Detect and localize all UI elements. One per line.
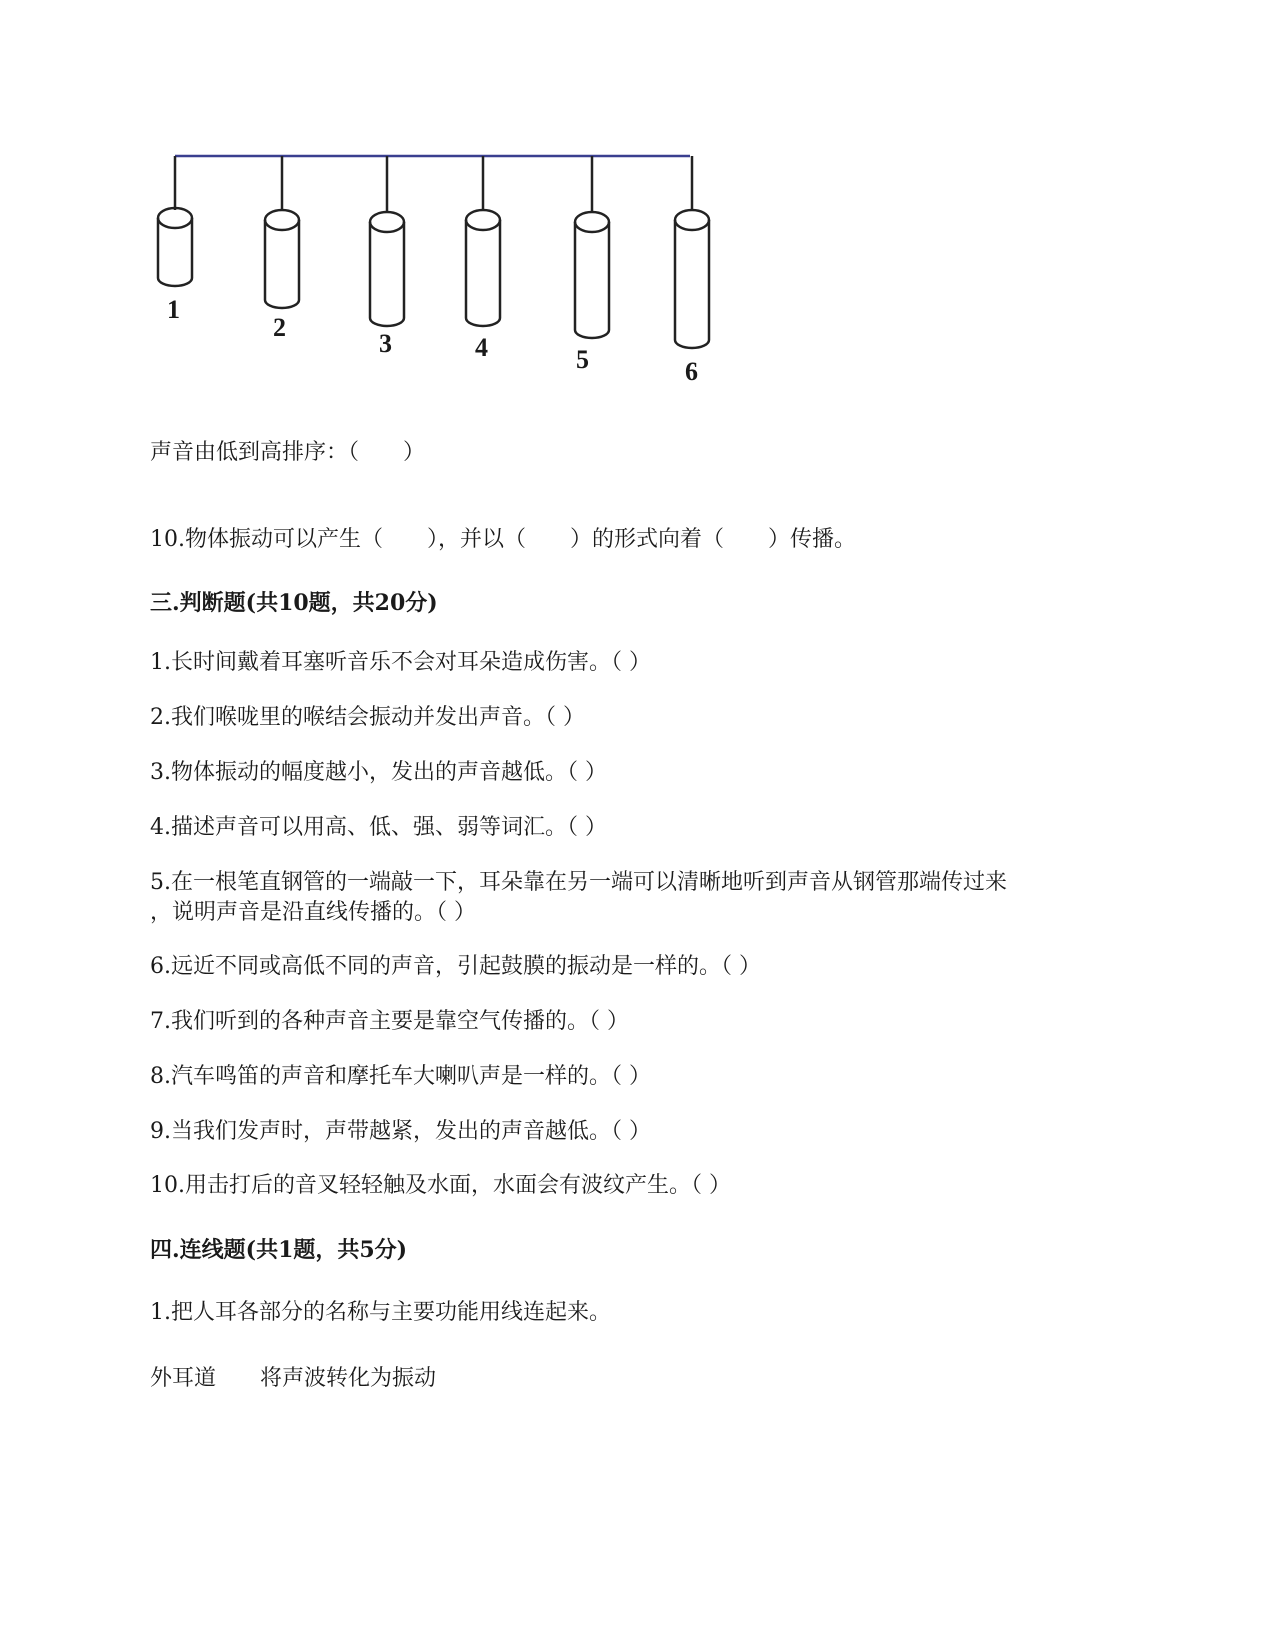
judge-item-4: 4.描述声音可以用高、低、强、弱等词汇。（ ） xyxy=(150,815,607,840)
section-3-heading: 三.判断题(共10题，共20分) xyxy=(150,590,438,616)
tube-5 xyxy=(575,212,609,338)
judge-item-7: 7.我们听到的各种声音主要是靠空气传播的。（ ） xyxy=(150,1009,629,1034)
judge-item-3: 3.物体振动的幅度越小，发出的声音越低。（ ） xyxy=(150,760,607,785)
q10-fill-blank: 10.物体振动可以产生（ ），并以（ ）的形式向着（ ）传播。 xyxy=(150,527,856,552)
tube-label-3: 3 xyxy=(379,329,392,358)
judge-item-10: 10.用击打后的音叉轻轻触及水面，水面会有波纹产生。（ ） xyxy=(150,1173,731,1198)
tube-1 xyxy=(158,208,192,286)
judge-item-1: 1.长时间戴着耳塞听音乐不会对耳朵造成伤害。（ ） xyxy=(150,650,651,675)
section-4-heading: 四.连线题(共1题，共5分) xyxy=(150,1237,408,1263)
tube-4 xyxy=(466,210,500,326)
judge-item-6: 6.远近不同或高低不同的声音，引起鼓膜的振动是一样的。（ ） xyxy=(150,954,761,979)
tube-3 xyxy=(370,212,404,326)
judge-item-2: 2.我们喉咙里的喉结会振动并发出声音。（ ） xyxy=(150,705,585,730)
tube-label-5: 5 xyxy=(576,345,589,374)
judge-item-8: 8.汽车鸣笛的声音和摩托车大喇叭声是一样的。（ ） xyxy=(150,1064,651,1089)
hanging-tubes-figure xyxy=(155,150,755,410)
tube-label-4: 4 xyxy=(475,333,488,362)
judge-item-5-line2: ，说明声音是沿直线传播的。（ ） xyxy=(150,900,476,925)
tube-label-6: 6 xyxy=(685,357,698,386)
judge-item-9: 9.当我们发声时，声带越紧，发出的声音越低。（ ） xyxy=(150,1119,651,1144)
judge-item-5-line1: 5.在一根笔直钢管的一端敲一下，耳朵靠在另一端可以清晰地听到声音从钢管那端传过来 xyxy=(150,870,1007,895)
matching-row-1: 外耳道 将声波转化为振动 xyxy=(150,1366,437,1391)
q9-prompt: 声音由低到高排序：（ ） xyxy=(150,440,426,465)
tube-label-2: 2 xyxy=(273,313,286,342)
tube-6 xyxy=(675,210,709,348)
tube-label-1: 1 xyxy=(167,295,180,324)
tube-2 xyxy=(265,210,299,308)
matching-item-1: 1.把人耳各部分的名称与主要功能用线连起来。 xyxy=(150,1300,611,1325)
